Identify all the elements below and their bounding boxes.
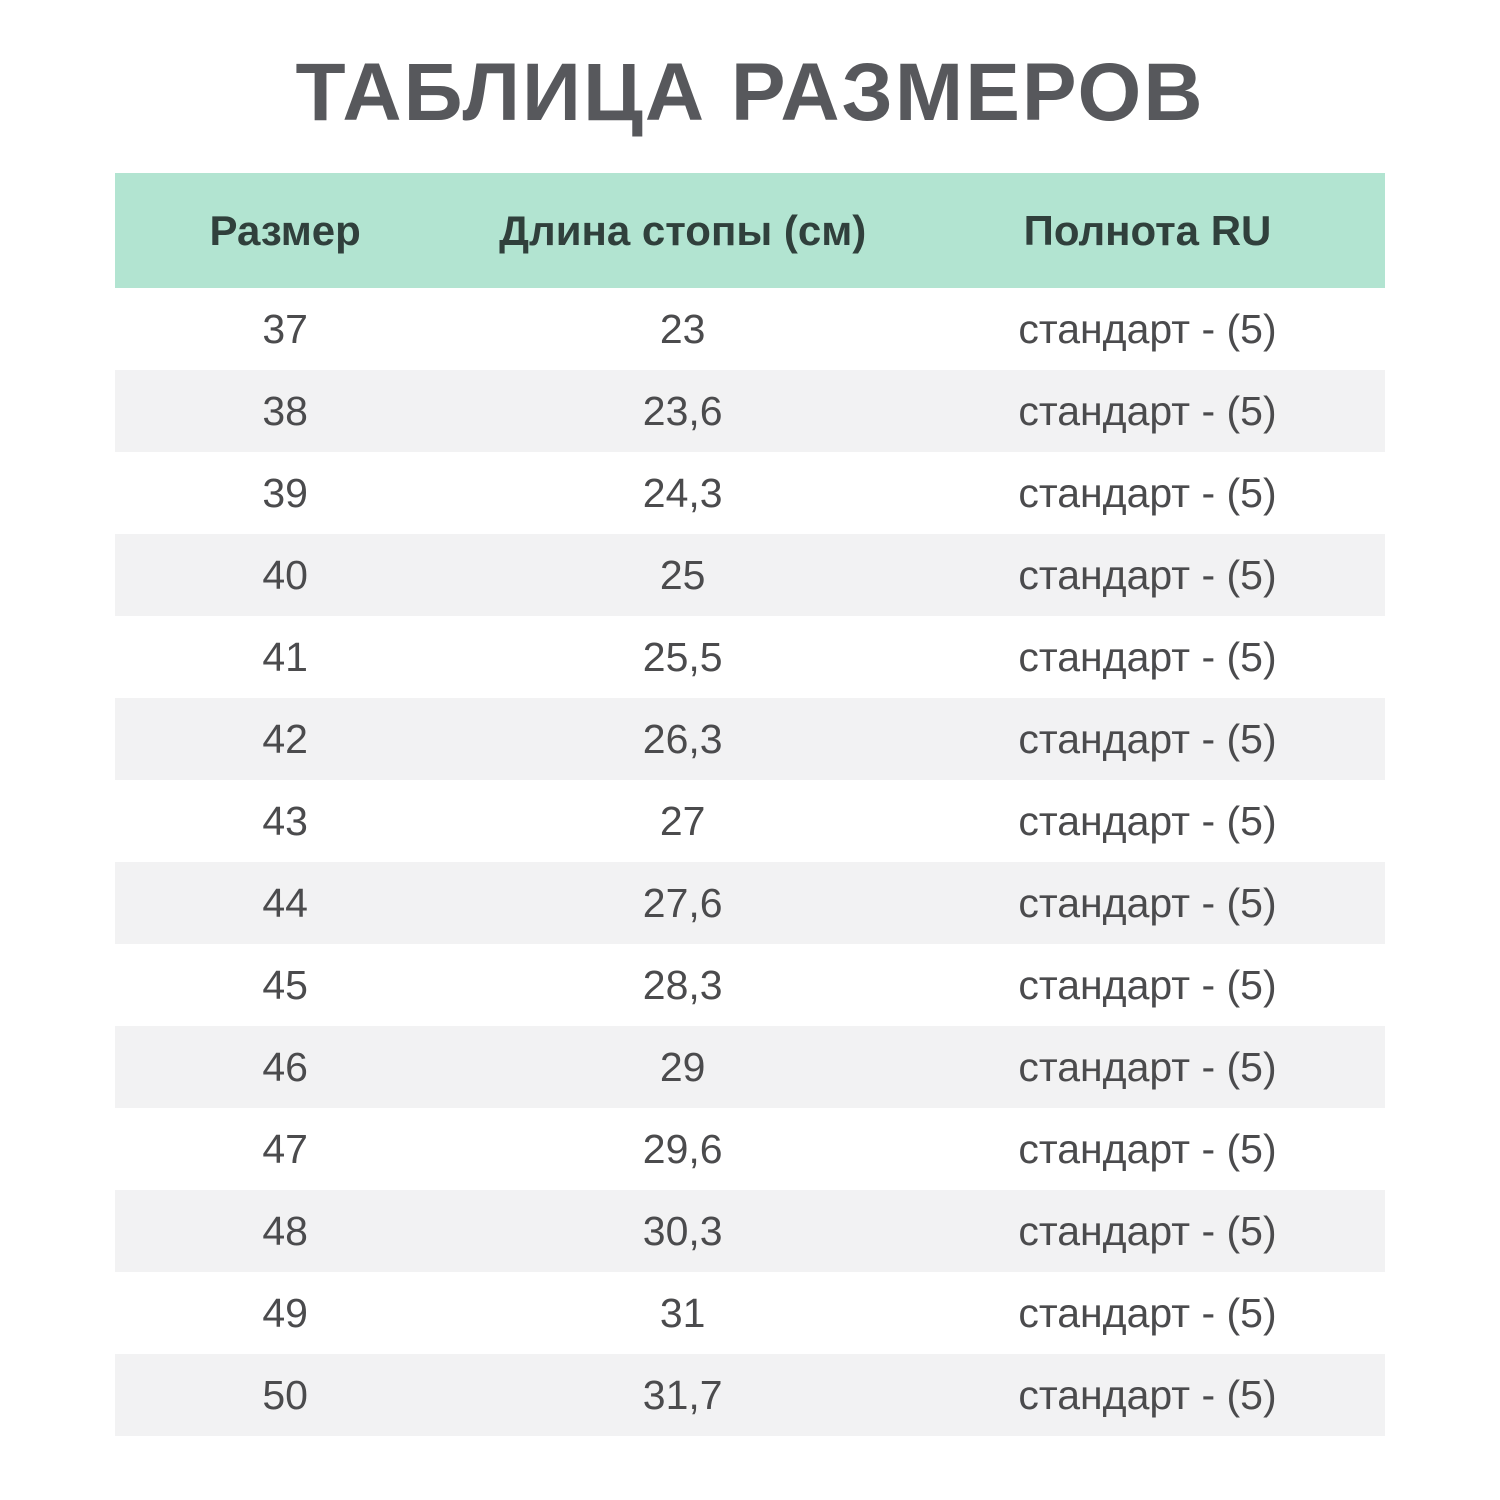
size-cell: 38 — [262, 387, 308, 434]
width-ru-cell: стандарт - (5) — [1018, 1371, 1277, 1418]
foot-length-cell: 29 — [659, 1043, 706, 1090]
column-header-width-ru: Полнота RU — [1023, 206, 1272, 254]
table-row — [115, 780, 1385, 862]
size-cell: 41 — [262, 633, 308, 680]
foot-length-cell: 23,6 — [642, 387, 723, 434]
foot-length-cell: 28,3 — [642, 961, 723, 1008]
size-cell: 44 — [262, 879, 308, 926]
table-row — [115, 698, 1385, 780]
foot-length-cell: 24,3 — [642, 469, 723, 516]
page-title: ТАБЛИЦА РАЗМЕРОВ — [295, 47, 1205, 138]
foot-length-cell: 27 — [659, 797, 706, 844]
size-cell: 43 — [262, 797, 308, 844]
size-cell: 50 — [262, 1371, 308, 1418]
size-cell: 45 — [262, 961, 308, 1008]
table-row — [115, 288, 1385, 370]
size-cell: 37 — [262, 305, 308, 352]
table-row — [115, 452, 1385, 534]
size-cell: 47 — [262, 1125, 308, 1172]
size-cell: 46 — [262, 1043, 308, 1090]
width-ru-cell: стандарт - (5) — [1018, 633, 1277, 680]
table-row — [115, 944, 1385, 1026]
width-ru-cell: стандарт - (5) — [1018, 797, 1277, 844]
width-ru-cell: стандарт - (5) — [1018, 715, 1277, 762]
width-ru-cell: стандарт - (5) — [1018, 1125, 1277, 1172]
size-cell: 48 — [262, 1207, 308, 1254]
table-row — [115, 1026, 1385, 1108]
size-table — [115, 173, 1385, 1436]
foot-length-cell: 25,5 — [642, 633, 723, 680]
size-cell: 40 — [262, 551, 308, 598]
table-body — [115, 288, 1385, 1436]
width-ru-cell: стандарт - (5) — [1018, 1207, 1277, 1254]
width-ru-cell: стандарт - (5) — [1018, 1289, 1277, 1336]
width-ru-cell: стандарт - (5) — [1018, 305, 1277, 352]
width-ru-cell: стандарт - (5) — [1018, 469, 1277, 516]
table-row — [115, 616, 1385, 698]
foot-length-cell: 27,6 — [642, 879, 723, 926]
column-header-size: Размер — [209, 206, 361, 254]
foot-length-cell: 31 — [659, 1289, 706, 1336]
table-row — [115, 1108, 1385, 1190]
foot-length-cell: 23 — [659, 305, 706, 352]
foot-length-cell: 25 — [659, 551, 706, 598]
table-row — [115, 1190, 1385, 1272]
table-header-row — [115, 173, 1385, 288]
foot-length-cell: 31,7 — [642, 1371, 723, 1418]
table-row — [115, 370, 1385, 452]
size-cell: 49 — [262, 1289, 308, 1336]
width-ru-cell: стандарт - (5) — [1018, 387, 1277, 434]
width-ru-cell: стандарт - (5) — [1018, 879, 1277, 926]
size-cell: 39 — [262, 469, 308, 516]
table-row — [115, 1354, 1385, 1436]
width-ru-cell: стандарт - (5) — [1018, 551, 1277, 598]
table-row — [115, 862, 1385, 944]
foot-length-cell: 29,6 — [642, 1125, 723, 1172]
foot-length-cell: 26,3 — [642, 715, 723, 762]
table-row — [115, 534, 1385, 616]
column-header-foot-length: Длина стопы (см) — [499, 206, 867, 254]
foot-length-cell: 30,3 — [642, 1207, 723, 1254]
table-row — [115, 1272, 1385, 1354]
width-ru-cell: стандарт - (5) — [1018, 961, 1277, 1008]
width-ru-cell: стандарт - (5) — [1018, 1043, 1277, 1090]
size-cell: 42 — [262, 715, 308, 762]
